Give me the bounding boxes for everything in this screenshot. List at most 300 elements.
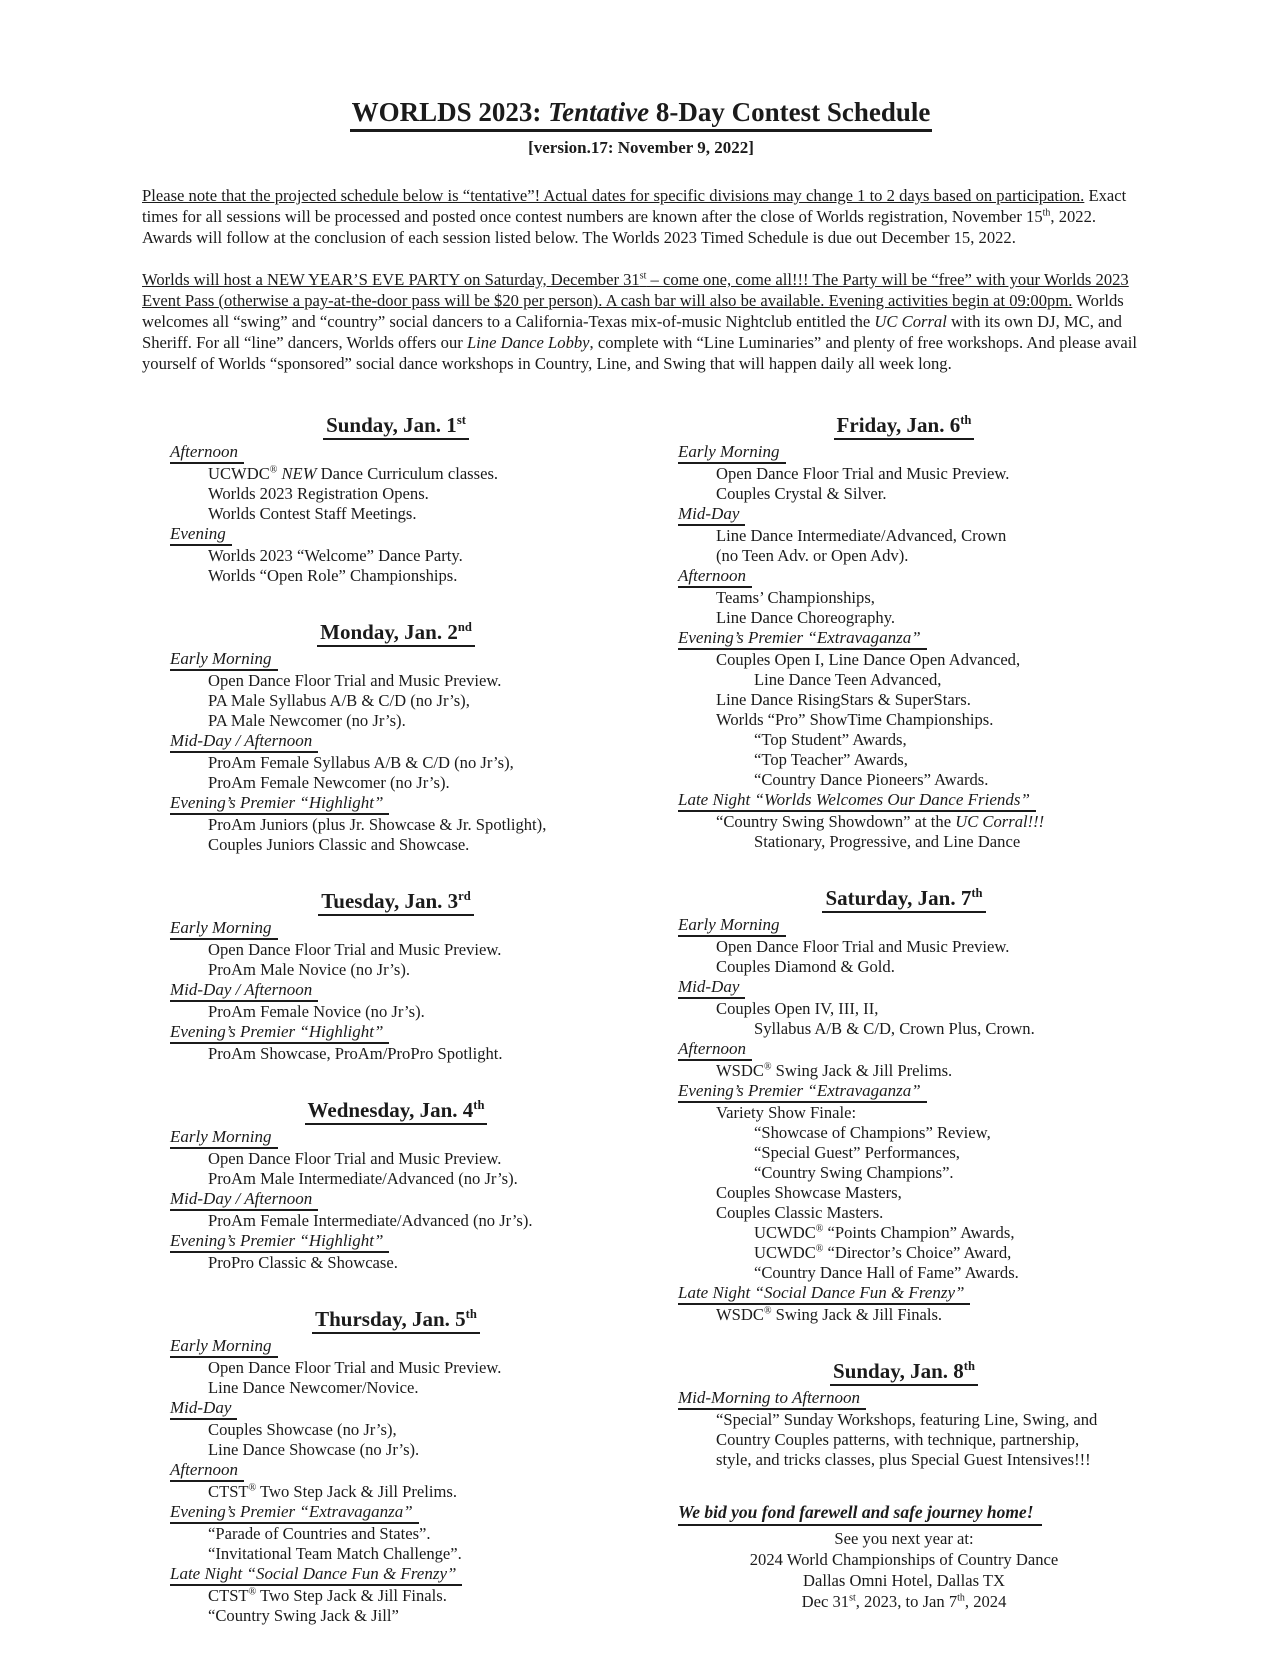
text-run: , complete with “Line Luminaries” and plenty of free workshops. And please avail yourself of Worlds “sponsored” social dance workshops in Country, Line, and Swing that will happen daily all week long. <box>142 333 1137 373</box>
day-block <box>170 412 622 586</box>
farewell-text <box>678 1501 1042 1526</box>
text-run: PA Male Syllabus A/B & C/D (no Jr’s), <box>208 691 470 710</box>
day-heading-text <box>830 1358 978 1386</box>
text-run: Evening’s Premier “Highlight” <box>170 793 384 812</box>
text-run: Couples Open IV, III, II, <box>716 999 879 1018</box>
text-run: UCWDC <box>754 1243 816 1262</box>
superscript-run: st <box>456 413 466 427</box>
superscript-run: th <box>1042 207 1051 219</box>
session-heading <box>678 1283 1130 1305</box>
text-run: “Country Swing Jack & Jill” <box>208 1606 399 1625</box>
session-heading <box>170 918 622 940</box>
schedule-item <box>678 588 1130 608</box>
schedule-item <box>678 1450 1130 1470</box>
text-run: Afternoon <box>170 1460 238 1479</box>
text-run: ProAm Juniors (plus Jr. Showcase & Jr. Spotlight), <box>208 815 547 834</box>
text-run: ProAm Female Novice (no Jr’s). <box>208 1002 425 1021</box>
session-heading <box>170 1336 622 1358</box>
schedule-item <box>678 484 1130 504</box>
schedule-item <box>170 1420 622 1440</box>
superscript-run: rd <box>458 889 471 903</box>
session-heading <box>678 442 1130 464</box>
schedule-item <box>170 1253 622 1273</box>
text-run: Early Morning <box>170 649 272 668</box>
superscript-run: nd <box>457 620 472 634</box>
schedule-item <box>678 1183 1130 1203</box>
text-run: Mid-Day <box>678 504 740 523</box>
intro-paragraph-nye-party <box>142 269 1140 374</box>
text-run: “Top Teacher” Awards, <box>754 750 908 769</box>
text-run: NEW <box>281 464 317 483</box>
text-run: “Country Swing Champions”. <box>754 1163 954 1182</box>
day-heading-text <box>317 619 475 647</box>
session-heading <box>678 1081 1130 1103</box>
session-heading <box>678 628 1130 650</box>
session-heading-text <box>678 442 786 464</box>
superscript-run: st <box>849 1592 856 1604</box>
text-run: Teams’ Championships, <box>716 588 875 607</box>
text-run: Evening’s Premier “Highlight” <box>170 1231 384 1250</box>
farewell-line <box>678 1501 1130 1526</box>
session-heading-text <box>678 1039 752 1061</box>
text-run: Evening’s Premier “Extravaganza” <box>678 1081 921 1100</box>
session-heading-text <box>170 1460 244 1482</box>
text-run: ProAm Male Novice (no Jr’s). <box>208 960 411 979</box>
text-run: Two Step Jack & Jill Prelims. <box>256 1482 458 1501</box>
day-heading <box>170 1097 622 1125</box>
text-run: See you next year at: <box>834 1529 974 1548</box>
session-heading <box>170 1231 622 1253</box>
text-run: Evening’s Premier “Extravaganza” <box>678 628 921 647</box>
session-heading-text <box>170 731 318 753</box>
text-run: 8-Day Contest Schedule <box>649 97 931 127</box>
schedule-item <box>678 1305 1130 1325</box>
schedule-item <box>678 730 1130 750</box>
text-run: Worlds “Pro” ShowTime Championships. <box>716 710 994 729</box>
text-run: Mid-Day / Afternoon <box>170 1189 313 1208</box>
text-run: , 2023, to Jan 7 <box>855 1592 958 1611</box>
text-run: Tuesday, Jan. 3 <box>321 889 459 913</box>
footer-line <box>678 1570 1130 1591</box>
superscript-run: ® <box>763 1305 772 1317</box>
session-heading <box>170 1022 622 1044</box>
text-run: Late Night “Social Dance Fun & Frenzy” <box>678 1283 965 1302</box>
text-run: PA Male Newcomer (no Jr’s). <box>208 711 406 730</box>
schedule-item <box>678 1430 1130 1450</box>
schedule-item <box>678 546 1130 566</box>
schedule-item <box>678 608 1130 628</box>
schedule-item <box>678 1019 1130 1039</box>
schedule-columns <box>142 412 1140 1626</box>
footer-line <box>678 1591 1130 1612</box>
text-run: “Country Dance Pioneers” Awards. <box>754 770 989 789</box>
text-run: We bid you fond farewell and safe journey home! <box>678 1502 1034 1522</box>
schedule-item <box>170 835 622 855</box>
superscript-run: ® <box>248 1482 257 1494</box>
text-run: Afternoon <box>678 566 746 585</box>
schedule-item <box>170 484 622 504</box>
text-run: “Country Swing Showdown” at the <box>716 812 956 831</box>
text-run: Mid-Day / Afternoon <box>170 980 313 999</box>
day-heading <box>170 888 622 916</box>
schedule-item <box>170 815 622 835</box>
text-run: WSDC <box>716 1061 764 1080</box>
text-run: “Country Dance Hall of Fame” Awards. <box>754 1263 1019 1282</box>
day-heading <box>678 412 1130 440</box>
day-heading-text <box>323 412 469 440</box>
schedule-item <box>678 770 1130 790</box>
schedule-item <box>678 812 1130 832</box>
session-heading-text <box>170 1336 278 1358</box>
schedule-item <box>170 753 622 773</box>
text-run: Variety Show Finale: <box>716 1103 857 1122</box>
text-run: UC Corral!!! <box>955 812 1045 831</box>
day-heading-text <box>312 1306 480 1334</box>
footer <box>678 1501 1130 1612</box>
text-run: – come one, come all!!! The Party will be “free” with your Worlds 2023 Event Pass (otherwise a pay-at-the-door pass will be $20 per person). A cash bar will also be available. Evening activities begin at 09:00pm. <box>142 270 1129 310</box>
session-heading <box>170 731 622 753</box>
schedule-item <box>678 1410 1130 1430</box>
schedule-item <box>170 940 622 960</box>
session-heading-text <box>170 1398 237 1420</box>
text-run: “Parade of Countries and States”. <box>208 1524 431 1543</box>
schedule-item <box>170 1149 622 1169</box>
session-heading-text <box>170 918 278 940</box>
schedule-item <box>678 1143 1130 1163</box>
text-run: “Director’s Choice” Award, <box>823 1243 1012 1262</box>
text-run: “Special Guest” Performances, <box>754 1143 960 1162</box>
text-run: Worlds 2023 “Welcome” Dance Party. <box>208 546 463 565</box>
text-run: Late Night “Social Dance Fun & Frenzy” <box>170 1564 457 1583</box>
day-block <box>170 1306 622 1626</box>
superscript-run: ® <box>763 1061 772 1073</box>
session-heading-text <box>678 977 745 999</box>
text-run: Monday, Jan. 2 <box>320 620 458 644</box>
page-title <box>142 96 1140 132</box>
superscript-run: th <box>473 1098 485 1112</box>
schedule-item <box>170 1002 622 1022</box>
text-run: Couples Crystal & Silver. <box>716 484 887 503</box>
text-run: Worlds Contest Staff Meetings. <box>208 504 417 523</box>
schedule-item <box>170 1378 622 1398</box>
text-run: Evening <box>170 524 226 543</box>
text-run: Swing Jack & Jill Finals. <box>771 1305 943 1324</box>
text-run: Mid-Day / Afternoon <box>170 731 313 750</box>
text-run: Swing Jack & Jill Prelims. <box>771 1061 953 1080</box>
session-heading <box>170 1127 622 1149</box>
text-run: Line Dance RisingStars & SuperStars. <box>716 690 971 709</box>
session-heading-text <box>170 1502 419 1524</box>
session-heading <box>170 1398 622 1420</box>
text-run: Early Morning <box>170 918 272 937</box>
text-run: Line Dance Showcase (no Jr’s). <box>208 1440 420 1459</box>
text-run: (no Teen Adv. or Open Adv). <box>716 546 909 565</box>
session-heading-text <box>170 524 232 546</box>
text-run: Dance Curriculum classes. <box>316 464 499 483</box>
underlined-run <box>142 270 1129 310</box>
session-heading-text <box>170 442 244 464</box>
session-heading-text <box>170 1127 278 1149</box>
text-run: Line Dance Newcomer/Novice. <box>208 1378 419 1397</box>
session-heading-text <box>678 1081 927 1103</box>
schedule-item <box>170 546 622 566</box>
text-run: Worlds 2023 Registration Opens. <box>208 484 429 503</box>
schedule-item <box>170 1211 622 1231</box>
text-run: Sunday, Jan. 8 <box>833 1359 964 1383</box>
session-heading-text <box>170 1231 389 1253</box>
day-heading-text <box>822 885 985 913</box>
day-block <box>170 1097 622 1273</box>
text-run: Saturday, Jan. 7 <box>825 886 972 910</box>
text-run: , 2024 <box>964 1592 1007 1611</box>
text-run: CTST <box>208 1586 249 1605</box>
session-heading <box>170 1564 622 1586</box>
schedule-item <box>678 1123 1130 1143</box>
text-run: , 2022. Awards will follow at the conclusion of each session listed below. The Worlds 2023 Timed Schedule is due out December 15, 2022. <box>142 207 1097 247</box>
schedule-column-right <box>678 412 1130 1626</box>
schedule-item <box>170 566 622 586</box>
schedule-item <box>678 464 1130 484</box>
schedule-item <box>678 832 1130 852</box>
text-run: style, and tricks classes, plus Special Guest Intensives!!! <box>716 1450 1091 1469</box>
session-heading <box>678 504 1130 526</box>
session-heading-text <box>678 504 745 526</box>
text-run: ProAm Female Syllabus A/B & C/D (no Jr’s), <box>208 753 514 772</box>
superscript-run: th <box>963 1359 975 1373</box>
session-heading <box>678 566 1130 588</box>
schedule-item <box>170 1358 622 1378</box>
day-heading-text <box>834 412 975 440</box>
text-run: Couples Open I, Line Dance Open Advanced, <box>716 650 1021 669</box>
schedule-item <box>678 1103 1130 1123</box>
text-run: UCWDC <box>754 1223 816 1242</box>
day-block <box>170 888 622 1064</box>
text-run: Afternoon <box>678 1039 746 1058</box>
text-run: “Top Student” Awards, <box>754 730 907 749</box>
footer-line <box>678 1549 1130 1570</box>
day-block <box>678 1358 1130 1470</box>
text-run: 2024 World Championships of Country Dance <box>749 1550 1059 1569</box>
text-run: ProAm Female Intermediate/Advanced (no Jr’s). <box>208 1211 533 1230</box>
day-heading <box>170 412 622 440</box>
schedule-item <box>678 750 1130 770</box>
schedule-item <box>678 1223 1130 1243</box>
schedule-item <box>170 1524 622 1544</box>
schedule-item <box>170 960 622 980</box>
schedule-item <box>170 671 622 691</box>
session-heading-text <box>170 980 318 1002</box>
schedule-item <box>678 710 1130 730</box>
schedule-item <box>170 1169 622 1189</box>
text-run: CTST <box>208 1482 249 1501</box>
schedule-item <box>678 999 1130 1019</box>
text-run: Open Dance Floor Trial and Music Preview. <box>716 464 1010 483</box>
text-run: Country Couples patterns, with technique, partnership, <box>716 1430 1080 1449</box>
session-heading-text <box>678 915 786 937</box>
text-run: “Invitational Team Match Challenge”. <box>208 1544 462 1563</box>
schedule-item <box>678 1061 1130 1081</box>
text-run: Dallas Omni Hotel, Dallas TX <box>802 1571 1005 1590</box>
session-heading-text <box>170 649 278 671</box>
session-heading-text <box>170 793 389 815</box>
text-run: Sunday, Jan. 1 <box>326 413 457 437</box>
superscript-run: th <box>960 413 972 427</box>
day-heading-text <box>318 888 474 916</box>
text-run: with its own DJ, MC, and Sheriff. For all “line” dancers, Worlds offers our <box>142 312 1122 352</box>
text-run: “Showcase of Champions” Review, <box>754 1123 991 1142</box>
session-heading <box>170 1502 622 1524</box>
text-run: Open Dance Floor Trial and Music Preview. <box>208 1149 502 1168</box>
superscript-run: th <box>971 886 983 900</box>
text-run: Couples Juniors Classic and Showcase. <box>208 835 470 854</box>
text-run: Open Dance Floor Trial and Music Preview. <box>208 1358 502 1377</box>
text-run: ProAm Female Newcomer (no Jr’s). <box>208 773 450 792</box>
text-run: Open Dance Floor Trial and Music Preview. <box>208 671 502 690</box>
session-heading <box>678 1039 1130 1061</box>
session-heading-text <box>678 1388 866 1410</box>
session-heading-text <box>678 628 927 650</box>
text-run: Open Dance Floor Trial and Music Preview. <box>208 940 502 959</box>
schedule-item <box>678 1203 1130 1223</box>
text-run: Couples Classic Masters. <box>716 1203 884 1222</box>
schedule-item <box>678 1163 1130 1183</box>
text-run: Evening’s Premier “Highlight” <box>170 1022 384 1041</box>
superscript-run: th <box>465 1307 477 1321</box>
schedule-item <box>170 464 622 484</box>
day-heading <box>170 1306 622 1334</box>
text-run: Early Morning <box>678 915 780 934</box>
schedule-item <box>678 957 1130 977</box>
superscript-run: ® <box>248 1586 257 1598</box>
superscript-run: ® <box>815 1243 824 1255</box>
text-run: Tentative <box>548 97 650 127</box>
text-run: Couples Showcase (no Jr’s), <box>208 1420 397 1439</box>
schedule-item <box>170 1482 622 1502</box>
text-run: Open Dance Floor Trial and Music Preview. <box>716 937 1010 956</box>
text-run: Early Morning <box>170 1127 272 1146</box>
session-heading <box>678 1388 1130 1410</box>
schedule-item <box>170 691 622 711</box>
text-run: Worlds “Open Role” Championships. <box>208 566 458 585</box>
session-heading-text <box>678 1283 970 1305</box>
session-heading <box>170 442 622 464</box>
session-heading <box>170 1189 622 1211</box>
session-heading <box>170 524 622 546</box>
day-heading <box>678 1358 1130 1386</box>
text-run: UC Corral <box>874 312 947 331</box>
session-heading-text <box>678 566 752 588</box>
text-run: Afternoon <box>170 442 238 461</box>
text-run: Line Dance Choreography. <box>716 608 896 627</box>
text-run: Worlds welcomes all “swing” and “country” social dancers to a California-Texas mix-of-music Nightclub entitled the <box>142 291 1124 331</box>
schedule-item <box>170 1606 622 1626</box>
schedule-item <box>170 711 622 731</box>
footer-line <box>678 1528 1130 1549</box>
day-block <box>678 412 1130 852</box>
session-heading-text <box>170 1564 462 1586</box>
schedule-item <box>170 1586 622 1606</box>
superscript-run: ® <box>815 1223 824 1235</box>
day-heading-text <box>305 1097 488 1125</box>
text-run: Mid-Day <box>678 977 740 996</box>
text-run: Dec 31 <box>801 1592 850 1611</box>
text-run: “Points Champion” Awards, <box>823 1223 1015 1242</box>
underlined-run <box>142 186 1084 205</box>
text-run: Couples Diamond & Gold. <box>716 957 895 976</box>
session-heading <box>678 915 1130 937</box>
text-run: WORLDS 2023: <box>351 97 549 127</box>
schedule-item <box>678 690 1130 710</box>
schedule-item <box>170 504 622 524</box>
page-title-text <box>350 96 933 132</box>
text-run: Evening’s Premier “Extravaganza” <box>170 1502 413 1521</box>
schedule-item <box>170 1044 622 1064</box>
session-heading <box>170 793 622 815</box>
text-run: Friday, Jan. 6 <box>836 413 961 437</box>
text-run: Line Dance Lobby <box>466 333 590 352</box>
session-heading <box>678 977 1130 999</box>
session-heading-text <box>170 1022 389 1044</box>
day-block <box>678 885 1130 1325</box>
text-run: Late Night “Worlds Welcomes Our Dance Friends” <box>678 790 1030 809</box>
session-heading-text <box>678 790 1036 812</box>
schedule-item <box>678 650 1130 670</box>
day-heading <box>678 885 1130 913</box>
text-run: ProAm Showcase, ProAm/ProPro Spotlight. <box>208 1044 503 1063</box>
day-heading <box>170 619 622 647</box>
schedule-item <box>678 1263 1130 1283</box>
text-run: Early Morning <box>170 1336 272 1355</box>
version-line: [version.17: November 9, 2022] <box>528 138 754 157</box>
session-heading <box>678 790 1130 812</box>
superscript-run: ® <box>269 464 278 476</box>
schedule-item <box>678 526 1130 546</box>
session-heading <box>170 1460 622 1482</box>
intro-paragraph-tentative <box>142 185 1140 248</box>
schedule-item <box>170 1440 622 1460</box>
superscript-run: th <box>957 1592 965 1604</box>
session-heading <box>170 980 622 1002</box>
text-run: Mid-Morning to Afternoon <box>678 1388 860 1407</box>
schedule-item <box>678 670 1130 690</box>
text-run: Worlds will host a NEW YEAR’S EVE PARTY on Saturday, December 31 <box>142 270 640 289</box>
schedule-item <box>170 773 622 793</box>
text-run: ProAm Male Intermediate/Advanced (no Jr’s). <box>208 1169 518 1188</box>
session-heading <box>170 649 622 671</box>
text-run: Please note that the projected schedule below is “tentative”! Actual dates for specific divisions may change 1 to 2 days based on participation. <box>142 186 1085 205</box>
schedule-column-left <box>170 412 622 1626</box>
text-run: Syllabus A/B & C/D, Crown Plus, Crown. <box>754 1019 1035 1038</box>
text-run: Couples Showcase Masters, <box>716 1183 902 1202</box>
day-block <box>170 619 622 855</box>
text-run: Stationary, Progressive, and Line Dance <box>754 832 1021 851</box>
text-run: Thursday, Jan. 5 <box>315 1307 466 1331</box>
text-run: UCWDC <box>208 464 270 483</box>
text-run: Exact times for all sessions will be processed and posted once contest numbers are known after the close of Worlds registration, November 15 <box>142 186 1127 226</box>
text-run: Line Dance Intermediate/Advanced, Crown <box>716 526 1007 545</box>
text-run: ProPro Classic & Showcase. <box>208 1253 398 1272</box>
text-run: Early Morning <box>678 442 780 461</box>
text-run: Wednesday, Jan. 4 <box>307 1098 474 1122</box>
text-run: WSDC <box>716 1305 764 1324</box>
schedule-item <box>678 937 1130 957</box>
schedule-item <box>170 1544 622 1564</box>
session-heading-text <box>170 1189 318 1211</box>
text-run: “Special” Sunday Workshops, featuring Line, Swing, and <box>716 1410 1098 1429</box>
text-run: Line Dance Teen Advanced, <box>754 670 942 689</box>
text-run: Two Step Jack & Jill Finals. <box>256 1586 447 1605</box>
text-run: Mid-Day <box>170 1398 232 1417</box>
